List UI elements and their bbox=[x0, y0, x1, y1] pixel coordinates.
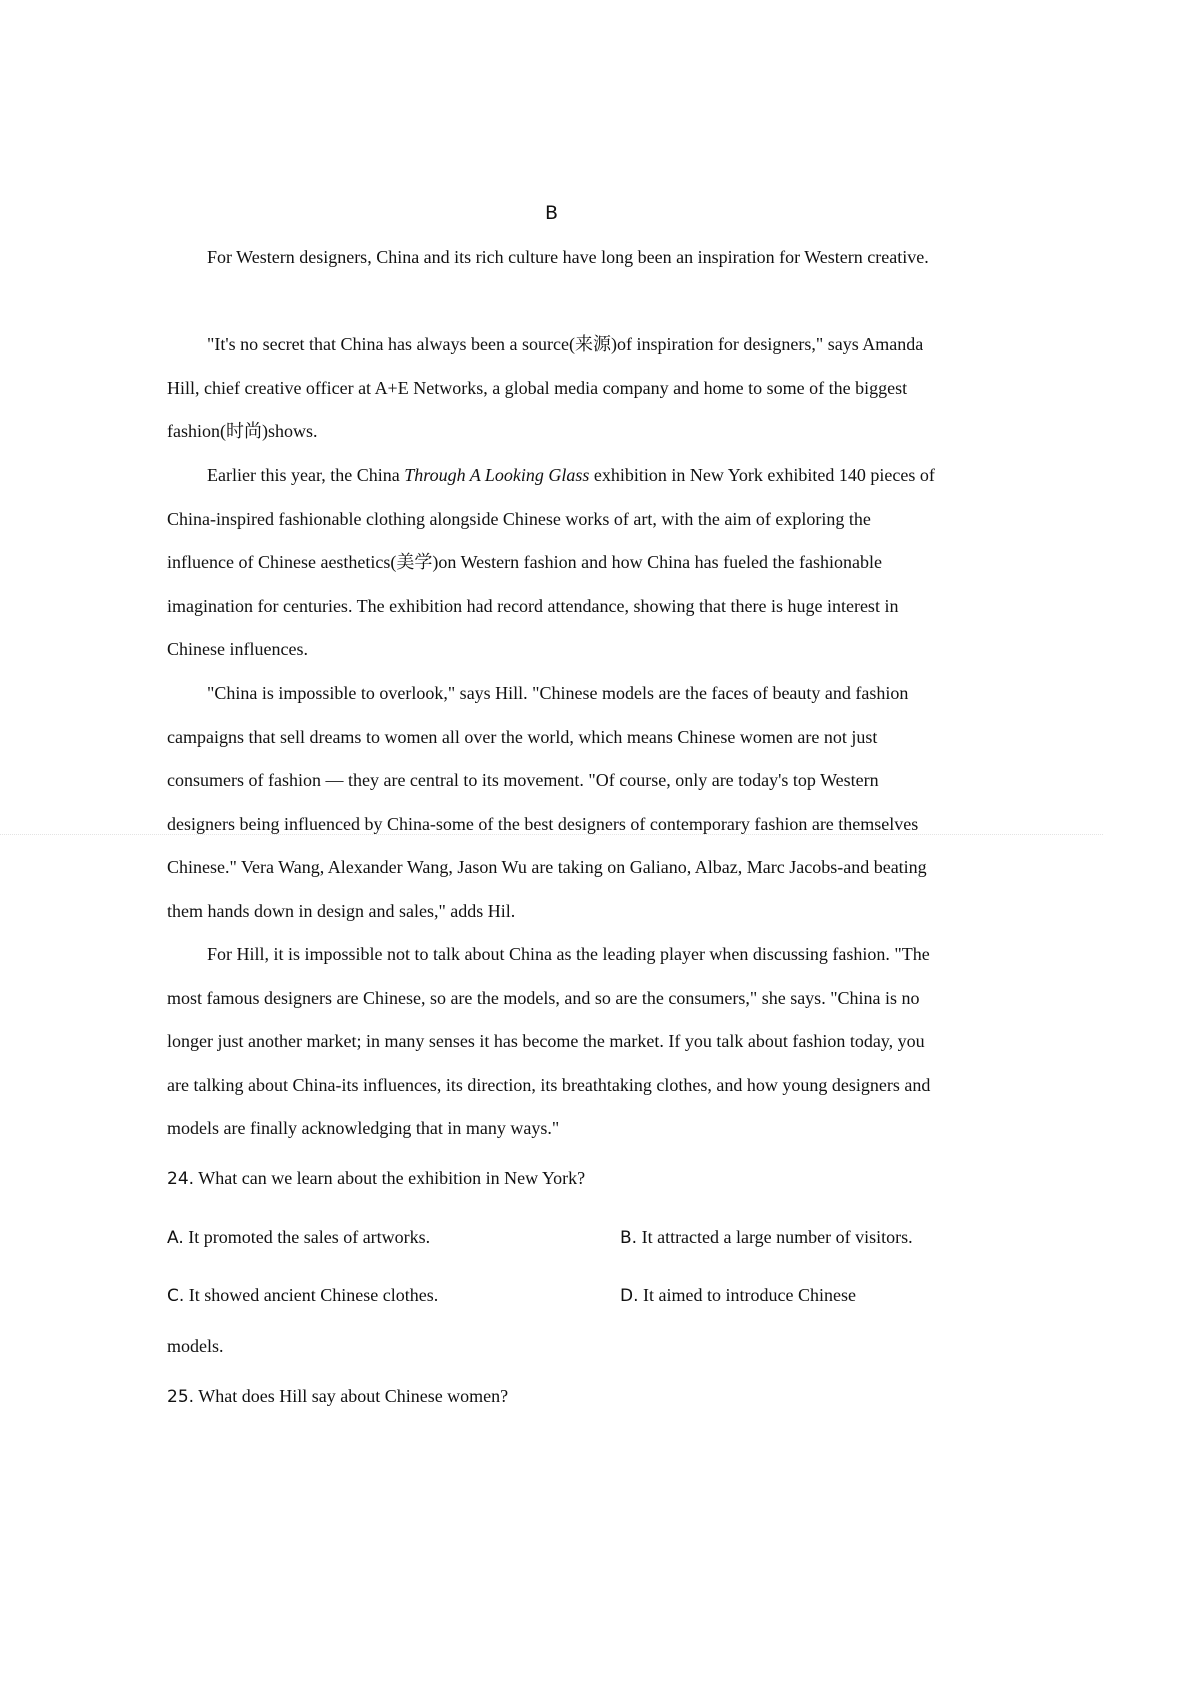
option-d-letter: D. bbox=[620, 1286, 639, 1306]
option-d-text: It aimed to introduce Chinese bbox=[643, 1285, 856, 1305]
question-24 bbox=[167, 1168, 585, 1189]
paragraph-3 bbox=[167, 454, 940, 672]
paragraph-4 bbox=[167, 672, 940, 934]
question-24-number: 24. bbox=[167, 1169, 195, 1189]
question-25 bbox=[167, 1386, 508, 1407]
paragraph-5-text: For Hill, it is impossible not to talk about China as the leading player when discussing fashion. "The most famous designers are Chinese, so are the models, and so are the consumers," she says. "China is no longer just another market; in many senses it has become the market. If you talk about fashion today, you are talking about China-its influences, its direction, its breathtaking clothes, and how young designers and models are finally acknowledging that in many ways." bbox=[167, 944, 931, 1139]
option-b-letter: B. bbox=[620, 1228, 638, 1248]
question-24-text: What can we learn about the exhibition in New York? bbox=[198, 1168, 586, 1188]
paragraph-2 bbox=[167, 323, 940, 454]
paragraph-1 bbox=[167, 236, 940, 280]
question-25-text: What does Hill say about Chinese women? bbox=[198, 1386, 509, 1406]
option-b[interactable] bbox=[620, 1227, 913, 1248]
option-d-continuation: models. bbox=[167, 1336, 224, 1356]
option-b-text: It attracted a large number of visitors. bbox=[641, 1227, 913, 1247]
paragraph-1-text: For Western designers, China and its rich culture have long been an inspiration for Western creative. bbox=[207, 247, 929, 267]
option-c[interactable] bbox=[167, 1285, 438, 1306]
exhibition-title: Through A Looking Glass bbox=[404, 465, 590, 485]
option-a[interactable] bbox=[167, 1227, 430, 1248]
paragraph-2-text: "It's no secret that China has always been a source(来源)of inspiration for designers," says Amanda Hill, chief creative officer at A+E Networks, a global media company and home to some of the biggest fashion(时尚)shows. bbox=[167, 334, 924, 442]
paragraph-3-rest: exhibition in New York exhibited 140 pieces of China-inspired fashionable clothing alongside Chinese works of art, with the aim of exploring the influence of Chinese aesthetics(美学)on Western fashion and how China has fueled the fashionable imagination for centuries. The exhibition had record attendance, showing that there is huge interest in Chinese influences. bbox=[167, 465, 935, 660]
paragraph-4-text: "China is impossible to overlook," says Hill. "Chinese models are the faces of beauty and fashion campaigns that sell dreams to women all over the world, which means Chinese women are not just consumers of fashion — they are central to its movement. "Of course, only are today's top Western designers being influenced by China-some of the best designers of contemporary fashion are themselves Chinese." Vera Wang, Alexander Wang, Jason Wu are taking on Galiano, Albaz, Marc Jacobs-and beating them hands down in design and sales," adds Hil. bbox=[167, 683, 927, 921]
option-d[interactable] bbox=[620, 1285, 856, 1306]
question-25-number: 25. bbox=[167, 1387, 195, 1407]
paragraph-3-text bbox=[167, 454, 940, 672]
option-c-letter: C. bbox=[167, 1286, 185, 1306]
option-a-text: It promoted the sales of artworks. bbox=[188, 1227, 431, 1247]
option-a-letter: A. bbox=[167, 1228, 184, 1248]
option-c-text: It showed ancient Chinese clothes. bbox=[188, 1285, 439, 1305]
paragraph-3-lead: Earlier this year, the China bbox=[207, 465, 405, 485]
section-heading: B bbox=[544, 202, 559, 224]
paragraph-5 bbox=[167, 933, 940, 1151]
page-divider bbox=[0, 834, 1103, 835]
